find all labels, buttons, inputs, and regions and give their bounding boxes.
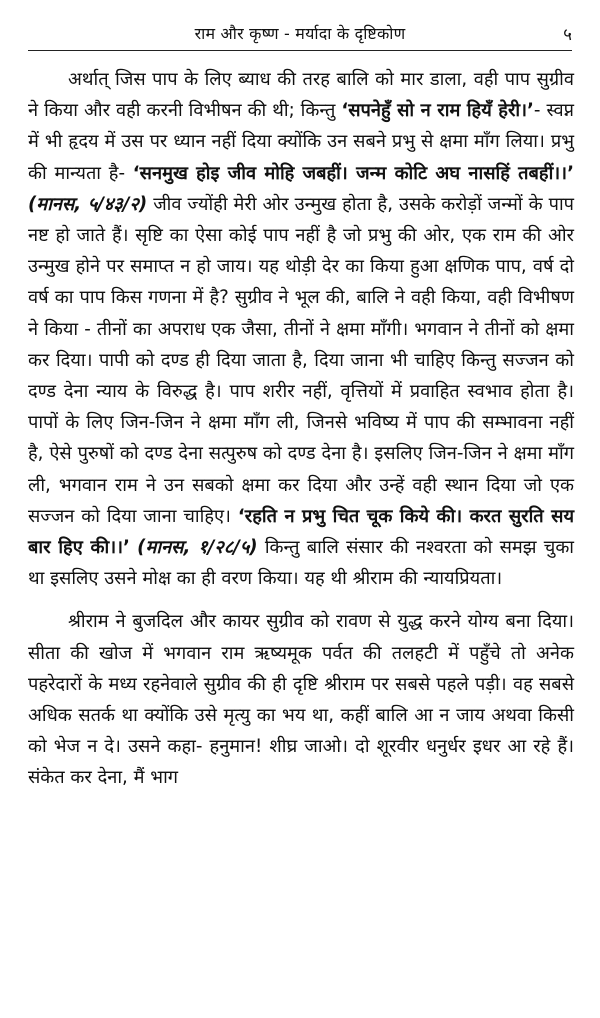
scripture-reference: (मानस, १/२८/५) bbox=[137, 537, 258, 559]
verse-quote: ‘सनमुख होइ जीव मोहि जबहीं। जन्म कोटि अघ नासहिं तबहीं।।’ bbox=[132, 162, 574, 184]
body-text-run: अर्थात् जिस पाप के लिए ब्याध की तरह बालि को मार डाला, वही पाप सुग्रीव ने किया और वही करनी विभीषन की थी; किन्तु bbox=[28, 69, 574, 122]
header-rule bbox=[28, 50, 572, 51]
running-title: राम और कृष्ण - मर्यादा के दृष्टिकोण bbox=[194, 24, 406, 43]
body-text-run: जीव ज्योंही मेरी ओर उन्मुख होता है, उसके करोड़ों जन्मों के पाप नष्ट हो जाते हैं। सृष्टि का ऐसा कोई पाप नहीं है जो प्रभु की ओर, एक राम की ओर उन्मुख होने पर समाप्त न हो जाय। यह थोड़ी देर का किया हुआ क्षणिक पाप, वर्ष दो वर्ष का पाप किस गणना में है? सुग्रीव ने भूल की, बालि ने वही किया, वही विभीषण ने किया - तीनों का अपराध एक जैसा, तीनों ने क्षमा माँगी। भगवान ने तीनों को क्षमा कर दिया। पापी को दण्ड ही दिया जाता है, दिया जाना भी चाहिए किन्तु सज्जन को दण्ड देना न्याय के विरुद्ध है। पाप शरीर नहीं, वृत्तियों में प्रवाहित स्वभाव होता है। पापों के लिए जिन-जिन ने क्षमा माँग ली, जिनसे भविष्य में पाप की सम्भावना नहीं है, ऐसे पुरुषों को दण्ड देना सत्पुरुष को दण्ड देना है। इसलिए जिन-जिन ने क्षमा माँग ली, भगवान राम ने उन सबको क्षमा कर दिया और उन्हें वही स्थान दिया जो एक सज्जन को दिया जाना चाहिए। bbox=[28, 193, 574, 527]
paragraph bbox=[28, 606, 574, 793]
scripture-reference: (मानस, ५/४३/२) bbox=[28, 193, 148, 215]
running-header bbox=[28, 22, 572, 46]
verse-quote: ‘रहति न प्रभु चित चूक किये की। करत सुरति सय बार हिए की।।’ bbox=[28, 505, 574, 559]
page-number: ५ bbox=[563, 25, 572, 45]
paragraph bbox=[28, 64, 574, 594]
body-text-run: किन्तु बालि संसार की नश्वरता को समझ चुका था इसलिए उसने मोक्ष का ही वरण किया। यह थी श्रीराम की न्यायप्रियता। bbox=[28, 537, 574, 590]
body-text-run: श्रीराम ने बुजदिल और कायर सुग्रीव को रावण से युद्ध करने योग्य बना दिया। सीता की खोज में भगवान राम ऋष्यमूक पर्वत की तलहटी में पहुँचे तो अनेक पहरेदारों के मध्य रहनेवाले सुग्रीव की ही दृष्टि श्रीराम पर सबसे पहले पड़ी। वह सबसे अधिक सतर्क था क्योंकि उसे मृत्यु का भय था, कहीं बालि आ न जाय अथवा किसी को भेज न दे। उसने कहा- हनुमान! शीघ्र जाओ। दो शूरवीर धनुर्धर इधर आ रहे हैं। संकेत कर देना, मैं भाग bbox=[28, 611, 574, 789]
verse-quote: ‘सपनेहुँ सो न राम हियँ हेरी।’ bbox=[341, 100, 534, 122]
body-text bbox=[28, 64, 574, 794]
body-text-run: - स्वप्न में भी हृदय में उस पर ध्यान नहीं दिया क्योंकि उन सबने प्रभु से क्षमा माँग लिया। प्रभु की मान्यता है- bbox=[28, 100, 574, 184]
